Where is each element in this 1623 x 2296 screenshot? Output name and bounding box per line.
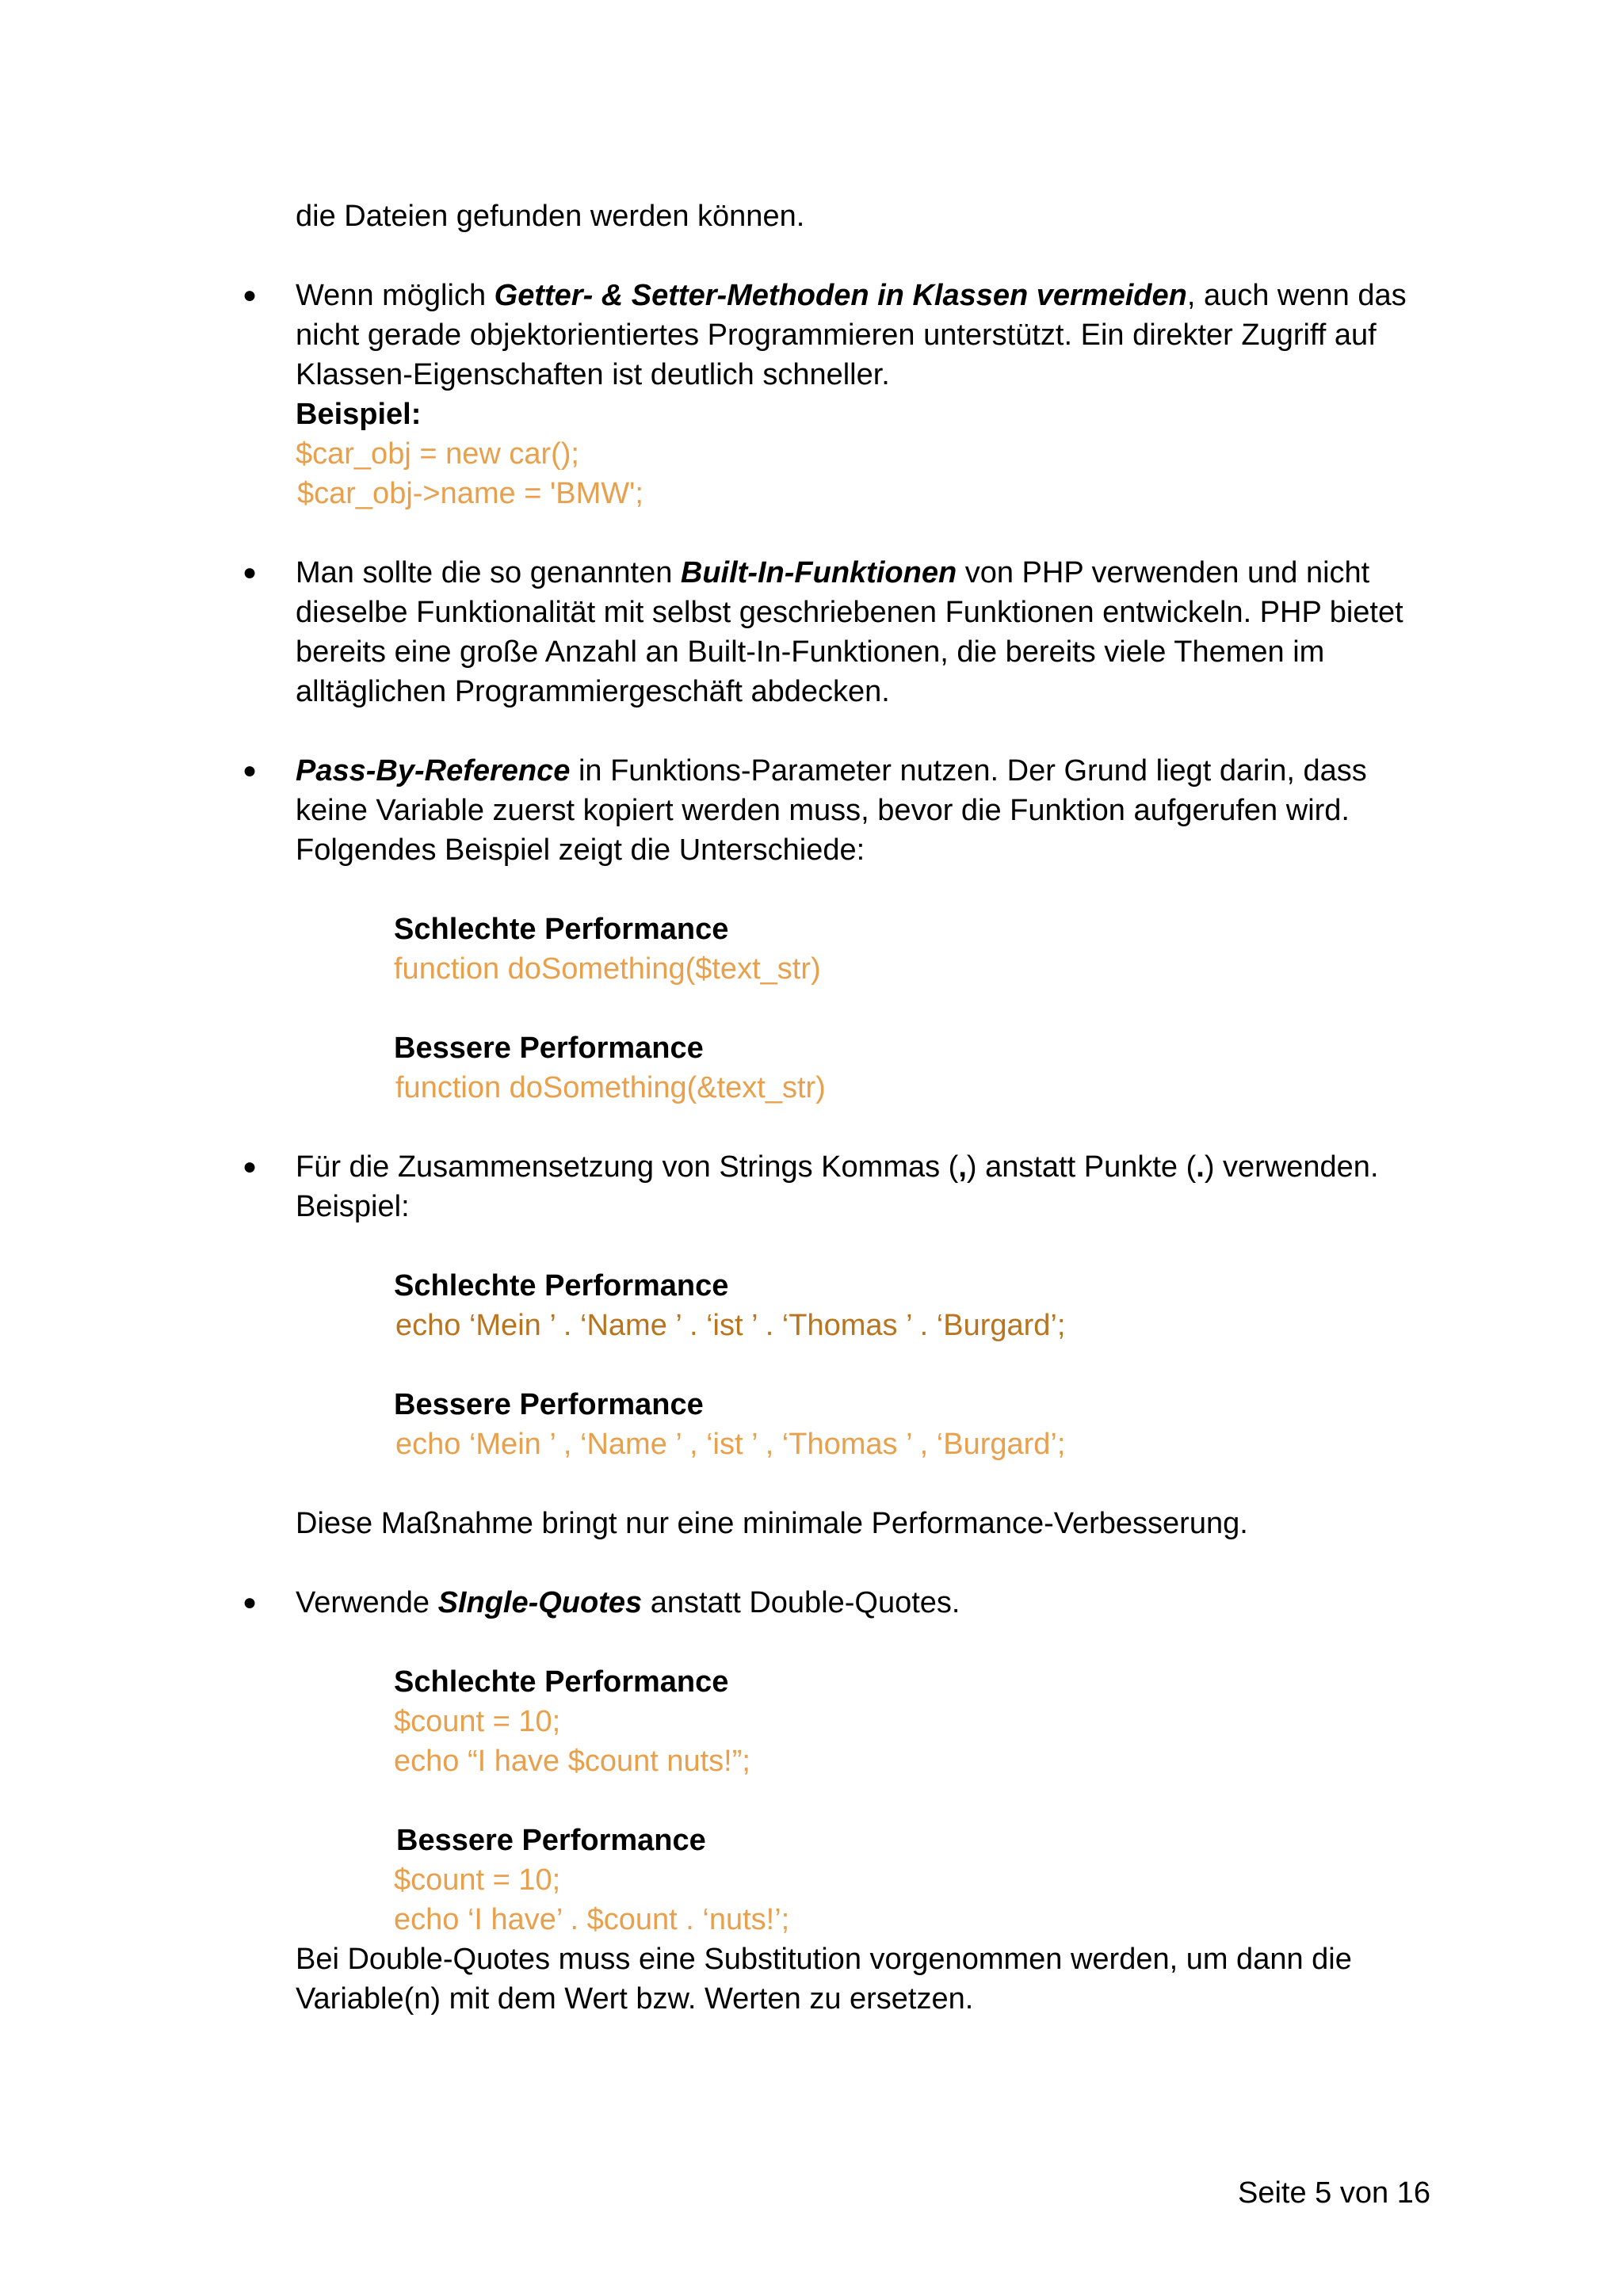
code-line: echo ‘I have’ . $count . ‘nuts!’;	[394, 1903, 790, 1936]
bullet-dot: ●	[242, 559, 258, 585]
emphasis-text: Built-In-Funktionen	[680, 556, 957, 589]
code-line: echo ‘Mein ’ . ‘Name ’ . ‘ist ’ . ‘Thomas ’ . ‘Burgard’;	[395, 1309, 1066, 1342]
code-line: echo ‘Mein ’ , ‘Name ’ , ‘ist ’ , ‘Thomas ’ , ‘Burgard’;	[395, 1428, 1066, 1461]
paragraph-line: keine Variable zuerst kopiert werden muss, bevor die Funktion aufgerufen wird.	[296, 794, 1350, 827]
paragraph-line: Beispiel:	[296, 1190, 410, 1223]
paragraph-line: alltäglichen Programmiergeschäft abdecken.	[296, 675, 890, 708]
paragraph-line: dieselbe Funktionalität mit selbst geschriebenen Funktionen entwickeln. PHP bietet	[296, 596, 1403, 629]
bad-performance-label: Schlechte Performance	[394, 1269, 729, 1302]
good-performance-label: Bessere Performance	[396, 1824, 706, 1857]
paragraph-line: Folgendes Beispiel zeigt die Unterschiede:	[296, 833, 865, 867]
code-line: echo “I have $count nuts!”;	[394, 1745, 750, 1778]
bad-performance-label: Schlechte Performance	[394, 1665, 729, 1699]
example-label: Beispiel:	[296, 398, 422, 431]
bullet-dot: ●	[242, 282, 258, 308]
good-performance-label: Bessere Performance	[394, 1388, 704, 1421]
bullet-dot: ●	[242, 1154, 258, 1180]
emphasis-text: SIngle-Quotes	[437, 1586, 643, 1619]
bullet-dot: ●	[242, 1589, 258, 1615]
paragraph-line: Variable(n) mit dem Wert bzw. Werten zu ersetzen.	[296, 1982, 974, 2016]
code-line: $count = 10;	[394, 1705, 561, 1738]
paragraph-line: Bei Double-Quotes muss eine Substitution vorgenommen werden, um dann die	[296, 1943, 1352, 1976]
bullet-getter-setter: Wenn möglich Getter- & Setter-Methoden in Klassen vermeiden, auch wenn das	[296, 279, 1407, 312]
code-line: $car_obj->name = 'BMW';	[297, 477, 643, 510]
code-line: $car_obj = new car();	[296, 437, 579, 471]
bullet-built-in: Man sollte die so genannten Built-In-Funktionen von PHP verwenden und nicht	[296, 556, 1370, 589]
page-number: Seite 5 von 16	[1238, 2176, 1430, 2210]
paragraph-line: Klassen-Eigenschaften ist deutlich schneller.	[296, 358, 890, 391]
bullet-dot: ●	[242, 757, 258, 784]
bullet-pass-by-reference: Pass-By-Reference in Funktions-Parameter nutzen. Der Grund liegt darin, dass	[296, 754, 1367, 788]
paragraph-line: Diese Maßnahme bringt nur eine minimale Performance-Verbesserung.	[296, 1507, 1248, 1540]
emphasis-text: Pass-By-Reference	[296, 754, 571, 788]
paragraph-line: bereits eine große Anzahl an Built-In-Funktionen, die bereits viele Themen im	[296, 635, 1325, 669]
bullet-string-concat: Für die Zusammensetzung von Strings Kommas (,) anstatt Punkte (.) verwenden.	[296, 1150, 1379, 1184]
code-line: $count = 10;	[394, 1863, 561, 1897]
continuation-line: die Dateien gefunden werden können.	[296, 200, 805, 233]
bad-performance-label: Schlechte Performance	[394, 913, 729, 946]
code-line: function doSomething(&text_str)	[395, 1071, 826, 1104]
paragraph-line: nicht gerade objektorientiertes Programmieren unterstützt. Ein direkter Zugriff auf	[296, 318, 1377, 352]
bullet-single-quotes: Verwende SIngle-Quotes anstatt Double-Quotes.	[296, 1586, 960, 1619]
emphasis-text: Getter- & Setter-Methoden in Klassen vermeiden	[494, 279, 1187, 312]
code-line: function doSomething($text_str)	[394, 952, 821, 986]
good-performance-label: Bessere Performance	[394, 1032, 704, 1065]
